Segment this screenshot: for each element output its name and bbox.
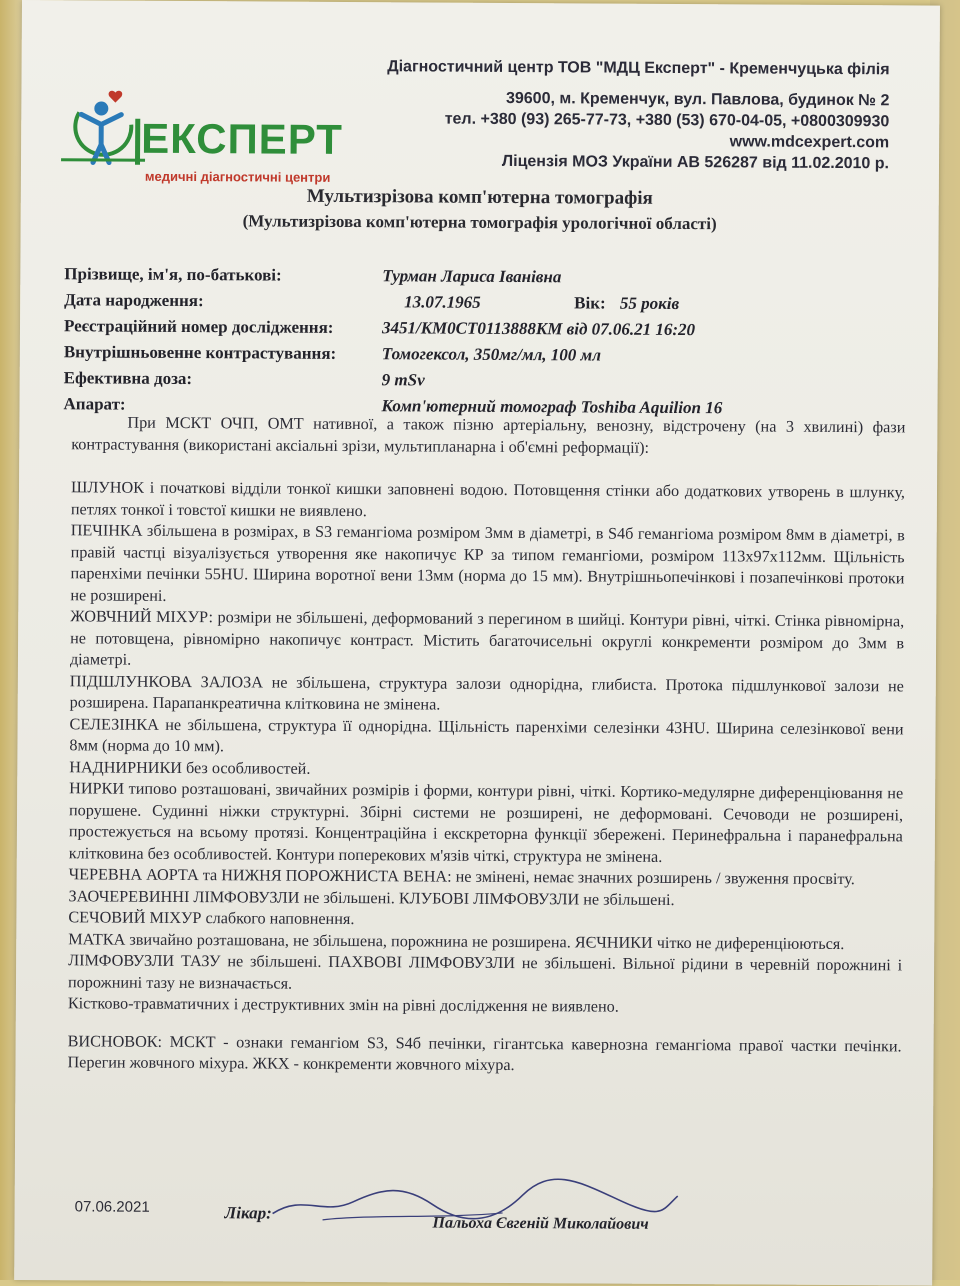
logo-wordmark: ЕКСПЕРТ [141,114,344,163]
signature-stroke [273,1178,678,1220]
dose-label: Ефективна доза: [63,368,193,389]
document-page [14,0,940,1286]
age-label: Вік: [574,293,606,313]
patient-name: Турман Лариса Іванівна [382,266,562,287]
report-conclusion: ВИСНОВОК: МСКТ - ознаки гемангіом S3, S4б печінки, гігантська кавернозна гемангіома правої частки печінки. Перегин жовчного міхура. ЖКХ - конкременти жовчного міхура. [67,1031,902,1075]
document-title: Мультизрізова комп'ютерна томографія [306,185,653,209]
report-kidneys: НИРКИ типово розташовані, звичайних розмірів і форми, контури рівні, чіткі. Кортико-медулярне диференціювання не порушене. Судинні ніжки структурні. Збірні системи не розширені, не деформовані. Сечоводи не розширені, простежується на всьому протязі. Концентраційна і екскреторна функції збережені. Перинефральна і паранефральна клітковина без особливостей. Контури поперекових м'язів чіткі, структура не змінена. [68,779,904,866]
device-label: Апарат: [63,394,126,414]
clinic-address: 39600, м. Кременчук, вул. Павлова, будинок № 2 [505,89,890,110]
report-pelvic-nodes: ЛІМФОВУЗЛИ ТАЗУ не збільшені. ПАХВОВІ ЛІМФОВУЗЛИ не збільшені. Вільної рідини в черевній порожнині і порожнині тазу не визначається. [67,951,903,993]
report-footer [14,1192,932,1258]
logo-cross-vertical [135,119,140,165]
report-adrenals: НАДНИРНИКИ без особливостей. [69,757,311,778]
report-bladder: СЕЧОВИЙ МІХУР слабкого наповнення. [68,908,355,929]
report-liver: ПЕЧІНКА збільшена в розмірах, в S3 гемангіома розміром 3мм в діаметрі, в S4б гемангіома розміром 8мм в діаметрі, в правій частці візуалізується утворення яке накопичує КР за типом гемангіоми, розміром 113х97х112мм. Щільність паренхіми печінки 55HU. Ширина воротної вени 13мм (норма до 15 мм). Внутрішньопечінкові і позапечінкові протоки не розширені. [70,521,905,605]
report-retro-nodes: ЗАОЧЕРЕВИННІ ЛІМФОВУЗЛИ не збільшені. КЛУБОВІ ЛІМФОВУЗЛИ не збільшені. [68,886,675,909]
report-intro: При МСКТ ОЧП, ОМТ нативної, а також пізню артеріальну, венозну, відстрочену (на 3 хвилині) фази контрастування (використані аксіальні зрізи, мультипланарна і об'ємні реформації): [71,413,906,457]
report-gallbladder: ЖОВЧНИЙ МІХУР: розміри не збільшені, деформований з перегином в шийці. Контури рівні, чіткі. Стінка рівномірна, не потовщена, рівномірно накопичує контраст. Містить багаточисельні округлі конкременти розміром до 3мм в діаметрі. [69,607,905,669]
birth-date: 13.07.1965 [404,292,481,312]
clinic-header [319,56,890,174]
document-subtitle: (Мультизрізова комп'ютерна томографія урологічної області) [242,211,717,234]
logo-figure-icon [61,80,152,181]
dose-value: 9 mSv [381,370,425,390]
logo-heart [109,91,123,103]
age-value: 55 років [619,293,680,314]
reg-number: 3451/KM0CT0113888KM від 07.06.21 16:20 [381,318,696,340]
age-block [574,293,679,314]
report-stomach: ШЛУНОК і початкові відділи тонкої кишки заповнені водою. Потовщення стінки або додаткових утворень в шлунку, петлях тонкої і товстої кишки не виявлено. [70,478,906,520]
birth-label: Дата народження: [64,290,204,311]
clinic-phones: тел. +380 (93) 265-77-73, +380 (53) 670-04-05, +0800309930 [444,110,890,131]
clinic-license: Ліцензія МОЗ України АВ 526287 від 11.02.2010 р. [501,152,890,173]
doctor-label: Лікар: [224,1203,272,1223]
report-pancreas: ПІДШЛУНКОВА ЗАЛОЗА не збільшена, структура залози однорідна, глибиста. Протока підшлункової залози не розширена. Парапанкреатична клітковина не змінена. [69,671,904,714]
clinic-name: Діагностичний центр ТОВ "МДЦ Експерт" - Кременчуцька філія [387,58,890,79]
report-body [67,412,905,1079]
doctor-name: Пальоха Євгеній Миколайович [432,1214,649,1233]
logo-subtitle: медичні діагностичні центри [144,168,331,185]
report-bones: Кістково-травматичних і деструктивних змін на рівні дослідження не виявлено. [67,994,619,1016]
contrast-label: Внутрішньовенне контрастування: [63,342,337,363]
logo-underline [61,158,145,162]
report-date: 07.06.2021 [74,1198,150,1216]
device-value: Комп'ютерний томограф Toshiba Aquilion 16 [381,396,723,418]
report-uterus: МАТКА звичайно розташована, не збільшена, порожнина не розширена. ЯЄЧНИКИ чітко не диференціюються. [68,929,845,953]
clinic-website: www.mdcexpert.com [729,133,890,152]
logo-head [94,101,108,115]
reg-label: Реєстраційний номер дослідження: [63,316,334,337]
patient-fields [63,264,904,425]
name-label: Прізвище, ім'я, по-батькові: [64,264,282,285]
report-spleen: СЕЛЕЗІНКА не збільшена, структура її однорідна. Щільність паренхіми селезінки 43HU. Ширина селезінкової вени 8мм (норма до 10 мм). [69,714,904,756]
contrast-value: Томогексол, 350мг/мл, 100 мл [381,344,602,365]
clinic-logo [61,80,362,192]
report-aorta: ЧЕРЕВНА АОРТА та НИЖНЯ ПОРОЖНИСТА ВЕНА: не змінені, немає значних розширень / звуження просвіту. [68,865,855,889]
